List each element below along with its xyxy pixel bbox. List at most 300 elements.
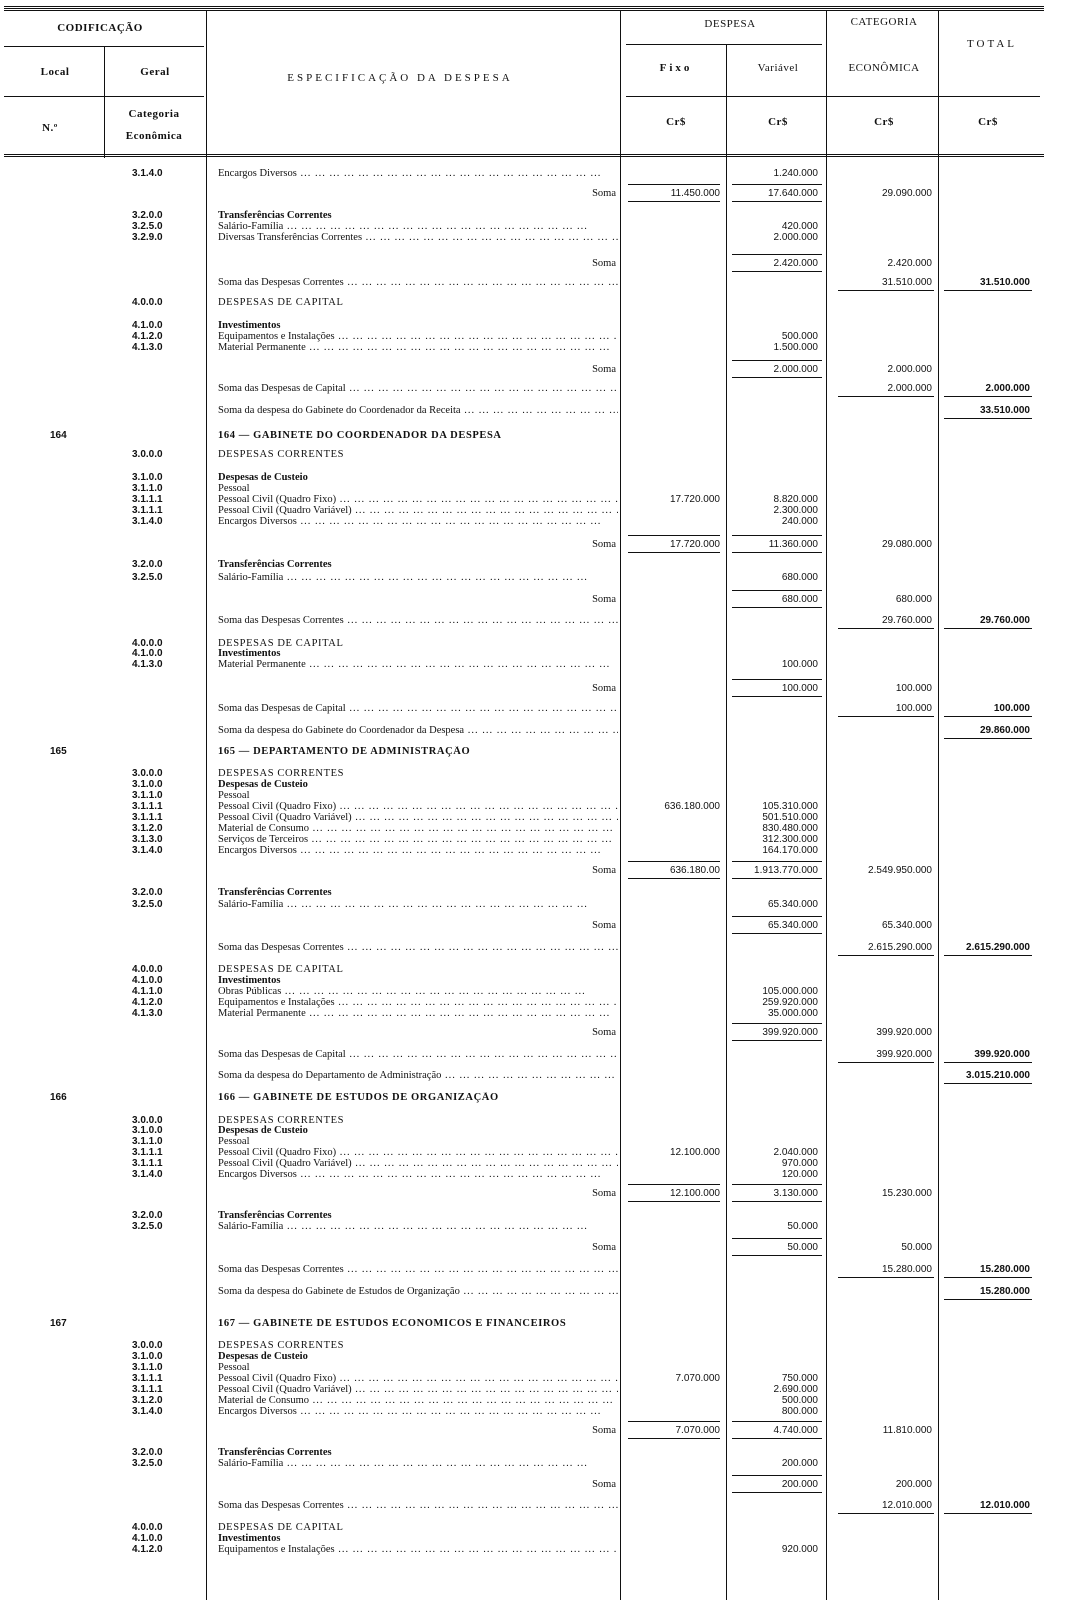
value-total: 100.000 — [993, 703, 1030, 714]
value-variavel: 920.000 — [781, 1544, 818, 1555]
rule-var — [732, 1438, 822, 1439]
item-description: Equipamentos e Instalações ... . — [218, 331, 618, 342]
rule-var-top — [732, 184, 822, 185]
table-row — [0, 449, 1065, 460]
item-description: Equipamentos e Instalações ... . — [218, 1544, 618, 1555]
value-variavel: 680.000 — [781, 572, 818, 583]
value-variavel: 17.640.000 — [767, 188, 818, 199]
table-row — [0, 1221, 1065, 1232]
category-code: 4.0.0.0 — [132, 297, 163, 308]
soma-label: Soma — [592, 1027, 616, 1038]
value-categoria: 200.000 — [895, 1479, 932, 1490]
table-row — [0, 1147, 1065, 1158]
table-row — [0, 1158, 1065, 1169]
rule-fixo-top — [628, 1184, 720, 1185]
category-code: 3.1.2.0 — [132, 823, 163, 834]
value-variavel: 1.240.000 — [773, 168, 818, 179]
value-variavel: 3.130.000 — [773, 1188, 818, 1199]
soma-label: Soma — [592, 1425, 616, 1436]
category-code: 3.1.1.0 — [132, 790, 163, 801]
table-row — [0, 768, 1065, 779]
item-description: Serviços de Terceiros ... . — [218, 834, 618, 845]
item-description: DESPESAS DE CAPITAL — [218, 1522, 344, 1533]
header-no: N.º — [42, 122, 58, 134]
table-row — [0, 703, 1065, 714]
soma-label: Soma — [592, 1479, 616, 1490]
table-row — [0, 505, 1065, 516]
table-row — [0, 1522, 1065, 1533]
rule-total — [944, 1277, 1032, 1278]
rule-cat — [838, 1277, 934, 1278]
table-row — [0, 383, 1065, 394]
item-description: Soma das Despesas de Capital ... . — [218, 1049, 618, 1060]
item-description: Soma das Despesas de Capital ... . — [218, 383, 618, 394]
value-variavel: 500.000 — [781, 1395, 818, 1406]
category-code: 3.2.5.0 — [132, 572, 163, 583]
value-total: 3.015.210.000 — [966, 1070, 1030, 1081]
value-categoria: 31.510.000 — [881, 277, 932, 288]
table-row — [0, 1286, 1065, 1297]
item-description: Transferências Correntes — [218, 559, 332, 570]
value-categoria: 50.000 — [901, 1242, 932, 1253]
rule-fixo — [628, 552, 720, 553]
soma-row — [0, 258, 1065, 269]
rule-var — [732, 1201, 822, 1202]
value-variavel: 65.340.000 — [767, 920, 818, 931]
table-row — [0, 1049, 1065, 1060]
item-description: Salário-Família ... . — [218, 572, 618, 583]
table-row — [0, 1264, 1065, 1275]
header-variavel: Variável — [757, 62, 799, 74]
item-description: DESPESAS DE CAPITAL — [218, 297, 344, 308]
category-code: 3.2.5.0 — [132, 1458, 163, 1469]
item-description: Soma das Despesas Correntes ... . — [218, 942, 618, 953]
table-row — [0, 1351, 1065, 1362]
soma-label: Soma — [592, 865, 616, 876]
item-description: DESPESAS CORRENTES — [218, 768, 345, 779]
table-row — [0, 1340, 1065, 1351]
value-categoria: 2.420.000 — [887, 258, 932, 269]
category-code: 4.0.0.0 — [132, 964, 163, 975]
value-variavel: 970.000 — [781, 1158, 818, 1169]
table-row — [0, 834, 1065, 845]
value-categoria: 29.090.000 — [881, 188, 932, 199]
value-categoria: 15.230.000 — [881, 1188, 932, 1199]
item-description: Soma da despesa do Gabinete de Estudos de Organização ... . — [218, 1286, 618, 1297]
header-economica: Econômica — [125, 130, 183, 142]
rule-fixo-top — [628, 861, 720, 862]
header-vline-local — [104, 46, 105, 158]
rule-var — [732, 377, 822, 378]
soma-row — [0, 1242, 1065, 1253]
category-code: 4.1.2.0 — [132, 997, 163, 1008]
table-row — [0, 277, 1065, 288]
category-code: 4.1.3.0 — [132, 1008, 163, 1019]
item-description: Despesas de Custeio — [218, 1351, 308, 1362]
rule-total — [944, 1513, 1032, 1514]
item-description: Salário-Família ... . — [218, 1221, 618, 1232]
category-code: 3.1.3.0 — [132, 834, 163, 845]
table-row — [0, 615, 1065, 626]
table-row — [0, 331, 1065, 342]
soma-label: Soma — [592, 364, 616, 375]
rule-cat — [838, 1062, 934, 1063]
item-description: Transferências Correntes — [218, 887, 332, 898]
table-row — [0, 1544, 1065, 1555]
rule-cat — [838, 716, 934, 717]
section-title: 166 — GABINETE DE ESTUDOS DE ORGANIZAÇÃO — [218, 1092, 499, 1103]
value-variavel: 8.820.000 — [773, 494, 818, 505]
header-despesa: DESPESA — [704, 18, 756, 30]
soma-row — [0, 594, 1065, 605]
category-code: 4.1.3.0 — [132, 659, 163, 670]
category-code: 3.2.9.0 — [132, 232, 163, 243]
category-code: 3.1.1.1 — [132, 494, 163, 505]
value-variavel: 2.000.000 — [773, 364, 818, 375]
item-description: Soma das Despesas de Capital ... . — [218, 703, 618, 714]
item-description: Pessoal — [218, 483, 250, 494]
value-categoria: 100.000 — [895, 703, 932, 714]
value-variavel: 1.500.000 — [773, 342, 818, 353]
rule-cat — [838, 955, 934, 956]
item-description: Investimentos — [218, 648, 281, 659]
table-row — [0, 210, 1065, 221]
item-description: Material de Consumo ... . — [218, 823, 618, 834]
item-description: Pessoal Civil (Quadro Variável) ... . — [218, 812, 618, 823]
rule-var — [732, 1040, 822, 1041]
rule-total — [944, 418, 1032, 419]
soma-row — [0, 1027, 1065, 1038]
soma-label: Soma — [592, 594, 616, 605]
category-code: 3.1.0.0 — [132, 1125, 163, 1136]
category-code: 3.1.4.0 — [132, 168, 163, 179]
soma-label: Soma — [592, 1188, 616, 1199]
table-row — [0, 342, 1065, 353]
category-code: 3.1.1.1 — [132, 1158, 163, 1169]
value-variavel: 2.420.000 — [773, 258, 818, 269]
rule-var — [732, 201, 822, 202]
item-description: DESPESAS CORRENTES — [218, 1115, 345, 1126]
soma-label: Soma — [592, 1242, 616, 1253]
rule-fixo — [628, 201, 720, 202]
value-variavel: 240.000 — [781, 516, 818, 527]
soma-row — [0, 1479, 1065, 1490]
value-variavel: 120.000 — [781, 1169, 818, 1180]
value-categoria: 2.615.290.000 — [868, 942, 932, 953]
table-row — [0, 997, 1065, 1008]
rule-total — [944, 1299, 1032, 1300]
value-categoria: 15.280.000 — [881, 1264, 932, 1275]
item-description: Encargos Diversos ... . — [218, 845, 618, 856]
item-description: DESPESAS CORRENTES — [218, 1340, 345, 1351]
table-row — [0, 887, 1065, 898]
item-description: Salário-Família ... . — [218, 899, 618, 910]
value-variavel: 2.040.000 — [773, 1147, 818, 1158]
table-row — [0, 297, 1065, 308]
category-code: 3.2.5.0 — [132, 1221, 163, 1232]
item-description: Pessoal Civil (Quadro Variável) ... . — [218, 505, 618, 516]
item-description: DESPESAS CORRENTES — [218, 449, 345, 460]
item-description: Pessoal Civil (Quadro Variável) ... . — [218, 1384, 618, 1395]
value-variavel: 4.740.000 — [773, 1425, 818, 1436]
item-description: Soma da despesa do Gabinete do Coordenador da Receita ... . — [218, 405, 618, 416]
rule-var-top — [732, 679, 822, 680]
soma-row — [0, 1425, 1065, 1436]
value-total: 15.280.000 — [979, 1264, 1030, 1275]
soma-row — [0, 539, 1065, 550]
table-row — [0, 801, 1065, 812]
value-variavel: 11.360.000 — [768, 539, 818, 550]
rule-cat — [838, 628, 934, 629]
item-description: Salário-Família ... . — [218, 1458, 618, 1469]
category-code: 4.1.2.0 — [132, 1544, 163, 1555]
header-crs-fixo: Cr$ — [666, 116, 686, 128]
rule-total — [944, 1083, 1032, 1084]
item-description: Material Permanente ... . — [218, 659, 618, 670]
value-fixo: 7.070.000 — [675, 1373, 720, 1384]
rule-var-top — [732, 1184, 822, 1185]
category-code: 3.0.0.0 — [132, 449, 163, 460]
section-title: 167 — GABINETE DE ESTUDOS ECONOMICOS E FINANCEIROS — [218, 1318, 567, 1329]
table-row — [0, 168, 1065, 179]
rule-var-top — [732, 1475, 822, 1476]
value-variavel: 2.690.000 — [773, 1384, 818, 1395]
local-number: 166 — [50, 1092, 67, 1103]
table-row — [0, 472, 1065, 483]
item-description: Soma das Despesas Correntes ... . — [218, 615, 618, 626]
header-fixo: Fixo — [659, 62, 693, 74]
value-fixo: 7.070.000 — [675, 1425, 720, 1436]
value-categoria: 65.340.000 — [881, 920, 932, 931]
soma-label: Soma — [592, 920, 616, 931]
item-description: Pessoal — [218, 1362, 250, 1373]
header-geral: Geral — [140, 66, 170, 78]
value-total: 31.510.000 — [979, 277, 1030, 288]
value-variavel: 100.000 — [781, 659, 818, 670]
category-code: 3.1.1.1 — [132, 801, 163, 812]
value-variavel: 65.340.000 — [767, 899, 818, 910]
header-crs-var: Cr$ — [768, 116, 788, 128]
item-description: Equipamentos e Instalações ... . — [218, 997, 618, 1008]
category-code: 4.1.0.0 — [132, 975, 163, 986]
table-row — [0, 320, 1065, 331]
rule-var — [732, 696, 822, 697]
value-total: 33.510.000 — [979, 405, 1030, 416]
table-row — [0, 494, 1065, 505]
rule-total — [944, 1062, 1032, 1063]
value-variavel: 1.913.770.000 — [754, 865, 818, 876]
table-row — [0, 779, 1065, 790]
item-description: Pessoal — [218, 1136, 250, 1147]
category-code: 3.0.0.0 — [132, 1115, 163, 1126]
item-description: Diversas Transferências Correntes ... . — [218, 232, 618, 243]
item-description: Investimentos — [218, 975, 281, 986]
value-categoria: 680.000 — [895, 594, 932, 605]
category-code: 4.0.0.0 — [132, 1522, 163, 1533]
soma-row — [0, 364, 1065, 375]
category-code: 3.1.1.0 — [132, 1362, 163, 1373]
rule-var — [732, 1492, 822, 1493]
rule-total — [944, 628, 1032, 629]
rule-var-top — [732, 916, 822, 917]
rule-fixo-top — [628, 184, 720, 185]
header-bottom-rule — [4, 154, 1044, 157]
value-variavel: 259.920.000 — [762, 997, 818, 1008]
value-variavel: 105.310.000 — [762, 801, 818, 812]
rule-var-top — [732, 254, 822, 255]
table-row — [0, 1395, 1065, 1406]
header-categoria-economica-1: CATEGORIA — [850, 16, 918, 28]
value-categoria: 12.010.000 — [881, 1500, 932, 1511]
soma-row — [0, 188, 1065, 199]
item-description: Soma da despesa do Gabinete do Coordenador da Despesa ... . — [218, 725, 618, 736]
rule-fixo — [628, 1438, 720, 1439]
value-variavel: 800.000 — [781, 1406, 818, 1417]
rule-var — [732, 1255, 822, 1256]
value-total: 399.920.000 — [974, 1049, 1030, 1060]
value-categoria: 29.760.000 — [881, 615, 932, 626]
table-row — [0, 899, 1065, 910]
rule-total — [944, 396, 1032, 397]
soma-row — [0, 865, 1065, 876]
category-code: 3.0.0.0 — [132, 1340, 163, 1351]
item-description: Transferências Correntes — [218, 1210, 332, 1221]
category-code: 3.1.1.1 — [132, 1373, 163, 1384]
value-variavel: 164.170.000 — [762, 845, 818, 856]
table-row — [0, 986, 1065, 997]
soma-label: Soma — [592, 258, 616, 269]
table-row — [0, 1008, 1065, 1019]
table-row — [0, 405, 1065, 416]
rule-fixo — [628, 1201, 720, 1202]
rule-var-top — [732, 535, 822, 536]
item-description: Soma das Despesas Correntes ... . — [218, 277, 618, 288]
category-code: 3.1.4.0 — [132, 1169, 163, 1180]
category-code: 3.1.1.0 — [132, 1136, 163, 1147]
top-rule-inner — [4, 10, 1044, 11]
table-row — [0, 1210, 1065, 1221]
category-code: 3.2.5.0 — [132, 899, 163, 910]
item-description: Pessoal Civil (Quadro Fixo) ... . — [218, 801, 618, 812]
value-variavel: 750.000 — [781, 1373, 818, 1384]
rule-total — [944, 716, 1032, 717]
category-code: 3.0.0.0 — [132, 768, 163, 779]
soma-label: Soma — [592, 188, 616, 199]
table-row — [0, 516, 1065, 527]
rule-cat — [838, 1513, 934, 1514]
table-row — [0, 1136, 1065, 1147]
category-code: 3.2.0.0 — [132, 1447, 163, 1458]
item-description: Material Permanente ... . — [218, 1008, 618, 1019]
value-variavel: 50.000 — [787, 1242, 818, 1253]
value-categoria: 2.549.950.000 — [868, 865, 932, 876]
section-row — [0, 746, 1065, 757]
item-description: Pessoal Civil (Quadro Fixo) ... . — [218, 1373, 618, 1384]
item-description: Soma das Despesas Correntes ... . — [218, 1264, 618, 1275]
item-description: DESPESAS DE CAPITAL — [218, 964, 344, 975]
rule-total — [944, 738, 1032, 739]
section-title: 165 — DEPARTAMENTO DE ADMINISTRAÇÃO — [218, 746, 471, 757]
header-rule-despesa — [626, 44, 822, 45]
table-row — [0, 790, 1065, 801]
item-description: Encargos Diversos ... . — [218, 1169, 618, 1180]
item-description: Obras Públicas ... . — [218, 986, 618, 997]
category-code: 3.1.0.0 — [132, 472, 163, 483]
rule-total — [944, 955, 1032, 956]
item-description: Investimentos — [218, 1533, 281, 1544]
value-variavel: 100.000 — [781, 683, 818, 694]
table-row — [0, 483, 1065, 494]
value-variavel: 2.000.000 — [773, 232, 818, 243]
header-codificacao: CODIFICAÇÃO — [57, 22, 143, 34]
header-local: Local — [40, 66, 70, 78]
table-row — [0, 942, 1065, 953]
table-row — [0, 823, 1065, 834]
category-code: 3.2.0.0 — [132, 887, 163, 898]
section-row — [0, 1092, 1065, 1103]
category-code: 3.2.0.0 — [132, 1210, 163, 1221]
header-especificacao: ESPECIFICAÇÃO DA DESPESA — [287, 72, 513, 84]
value-categoria: 29.080.000 — [881, 539, 932, 550]
value-total: 2.615.290.000 — [966, 942, 1030, 953]
value-variavel: 200.000 — [781, 1479, 818, 1490]
item-description: Salário-Família ... . — [218, 221, 618, 232]
value-variavel: 2.300.000 — [773, 505, 818, 516]
item-description: Material Permanente ... . — [218, 342, 618, 353]
item-description: Pessoal Civil (Quadro Fixo) ... . — [218, 494, 618, 505]
value-categoria: 11.810.000 — [882, 1425, 932, 1436]
rule-var-top — [732, 1421, 822, 1422]
value-categoria: 100.000 — [895, 683, 932, 694]
header-crs-tot: Cr$ — [978, 116, 998, 128]
value-total: 2.000.000 — [985, 383, 1030, 394]
category-code: 4.1.0.0 — [132, 1533, 163, 1544]
table-row — [0, 1500, 1065, 1511]
header-rule-geral — [4, 96, 204, 97]
value-variavel: 200.000 — [781, 1458, 818, 1469]
value-fixo: 12.100.000 — [669, 1147, 720, 1158]
category-code: 4.1.2.0 — [132, 331, 163, 342]
item-description: Soma da despesa do Departamento de Administração ... . — [218, 1070, 618, 1081]
item-description: Encargos Diversos ... . — [218, 1406, 618, 1417]
category-code: 4.1.0.0 — [132, 648, 163, 659]
value-categoria: 2.000.000 — [887, 383, 932, 394]
item-description: Transferências Correntes — [218, 210, 332, 221]
value-variavel: 399.920.000 — [762, 1027, 818, 1038]
item-description: Investimentos — [218, 320, 281, 331]
value-categoria: 2.000.000 — [887, 364, 932, 375]
value-total: 29.760.000 — [979, 615, 1030, 626]
item-description: Despesas de Custeio — [218, 779, 308, 790]
rule-cat — [838, 290, 934, 291]
item-description: Pessoal Civil (Quadro Fixo) ... . — [218, 1147, 618, 1158]
rule-total — [944, 290, 1032, 291]
category-code: 3.1.1.1 — [132, 1147, 163, 1158]
value-fixo: 636.180.000 — [664, 801, 720, 812]
header-crs-cat: Cr$ — [874, 116, 894, 128]
item-description: Pessoal Civil (Quadro Variável) ... . — [218, 1158, 618, 1169]
soma-row — [0, 1188, 1065, 1199]
value-fixo: 11.450.000 — [670, 188, 720, 199]
table-row — [0, 559, 1065, 570]
category-code: 3.1.4.0 — [132, 516, 163, 527]
value-fixo: 17.720.000 — [669, 539, 720, 550]
header-categoria-economica-2: ECONÔMICA — [848, 62, 920, 74]
rule-var-top — [732, 1238, 822, 1239]
category-code: 3.1.1.0 — [132, 483, 163, 494]
table-row — [0, 964, 1065, 975]
value-variavel: 105.000.000 — [762, 986, 818, 997]
